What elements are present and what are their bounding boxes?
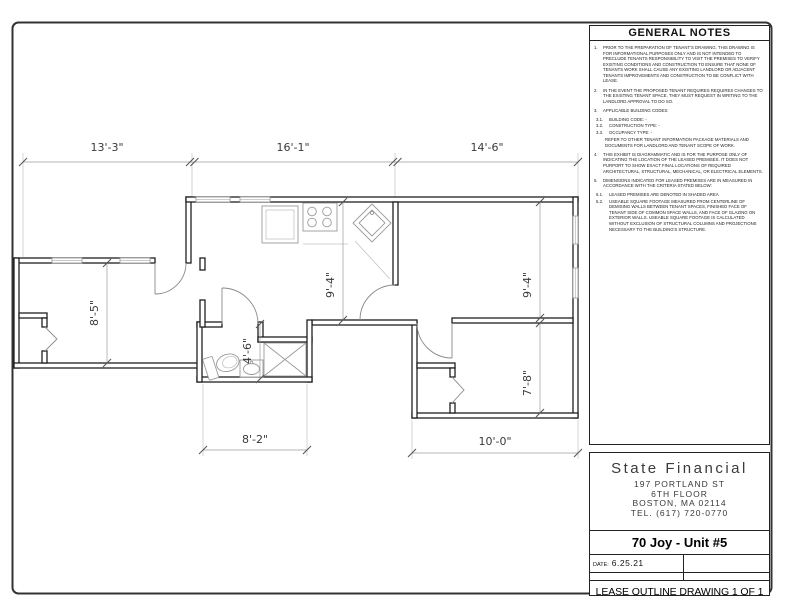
- date-row-subdivider: [590, 572, 769, 573]
- note-item-3: 3. APPLICABLE BUILDING CODES:: [594, 107, 669, 113]
- general-notes-body: [590, 41, 769, 232]
- note-item-3-3: 3.3. OCCUPANCY TYPE: -: [596, 129, 653, 135]
- dim-top-right: 14'-6": [470, 141, 504, 154]
- dim-bedroom-width: 10'-0": [478, 435, 512, 448]
- dim-bathroom-height: 4'-6": [241, 337, 254, 365]
- dim-left-room-height: 8'-5": [88, 299, 101, 327]
- note-item-3-2: 3.2. CONSTRUCTION TYPE: -: [596, 123, 660, 129]
- shower-icon: [264, 343, 306, 376]
- dim-right-room-height: 9'-4": [521, 271, 534, 299]
- note-item-5-1: 5.1. LEASED PREMISES ARE DENOTED IN SHADED AREA: [596, 192, 719, 198]
- left-room-door: [155, 263, 186, 294]
- kitchen-to-right-room-door: [360, 285, 395, 320]
- sheet-title: LEASE OUTLINE DRAWING 1 OF 1: [595, 585, 764, 598]
- bedroom-closet-bifold-door: [452, 377, 464, 403]
- address-line-2: 6TH FLOOR: [651, 488, 708, 499]
- kitchen-counter-edge: [303, 241, 390, 279]
- refrigerator-icon: [262, 206, 298, 243]
- company-name: State Financial: [611, 460, 748, 477]
- general-notes-panel: [589, 25, 770, 445]
- date-cell: [593, 558, 644, 568]
- dim-bathroom-width: 8'-2": [241, 433, 269, 446]
- address-line-3: BOSTON, MA 02114: [632, 498, 727, 508]
- company-block: [590, 460, 769, 531]
- dimension-labels: [88, 141, 534, 448]
- address-line-1: 197 PORTLAND ST: [634, 479, 725, 489]
- dim-bedroom-height: 7'-8": [521, 369, 534, 397]
- bathroom-door: [222, 288, 258, 324]
- note-item-1: 1. PRIOR TO THE PREPARATION OF TENANT'S DRAWING. THIS DRAWING IS FOR INFORMATIONAL PURPOSES ONLY AND IS NOT INTENDED TO PRECLUDE TENANTS RESPONSIBILITY TO VISIT THE PREMISES TO VERIFY EXISTING CONDITIONS AND CONSTRUCTION TO ENSURE THAT NONE OF TENANTS WORK SHALL CAUSE ANY EXISTING LANDLORD OR ADJACENT TENANTS IMPROVEMENTS AND CONSTRUCTION TO BE CONFLICT WITH LEASE.: [594, 45, 760, 84]
- dim-top-left: 13'-3": [90, 141, 124, 154]
- general-notes-title: GENERAL NOTES: [590, 26, 769, 41]
- bottom-right-room-door: [417, 323, 452, 358]
- note-item-3-1: 3.1. BUILDING CODE: -: [596, 116, 647, 122]
- note-item-refer: REFER TO OTHER TENANT INFORMATION PACKAGE MATERIALS AND DOCUMENTS FOR LANDLORD AND TENANT SCOPE OF WORK.: [605, 137, 749, 148]
- date-label: DATE:: [593, 561, 609, 568]
- note-item-5: 5. DIMENSIONS INDICATED FOR LEASED PREMISES ARE IN MEASURED IN ACCORDANCE WITH THE CRITERIA STATED BELOW:: [594, 177, 753, 189]
- dimension-lines: [19, 158, 582, 457]
- project-title: 70 Joy - Unit #5: [590, 531, 769, 555]
- date-row: [590, 555, 769, 581]
- left-closet-bifold-door: [45, 327, 57, 351]
- date-row-divider: [683, 555, 684, 580]
- range-icon: [303, 203, 337, 231]
- note-item-4: 4. THIS EXHIBIT IS DIAGRAMMATIC AND IS FOR THE PURPOSE ONLY OF INDICATING THE LOCATION OF THE LEASED PREMISES. IT DOES NOT PURPORT TO SHOW EXACT FINAL LOCATIONS OF REQUIRED ARCHITECTURAL, STRUCTURAL, MECHANICAL, OR ELECTRICAL ELEMENTS.: [594, 151, 763, 174]
- toilet-icon: [203, 349, 243, 381]
- note-item-5-2: 5.2. USEABLE SQUARE FOOTAGE MEASURED FROM CENTERLINE OF DEMISING WALLS BETWEEN TENANT SPACES, FINISHED FACE OF TENANT SIDE OF COMMON SPACE WALLS, AND FACE OF GLAZING ON EXTERIOR WALLS. USEABLE SQUARE FOOTAGE IS CALCULATED WITHOUT EXCLUSION OF STRUCTURAL COLUMNS AND PROJECTIONS NECESSARY TO THE BUILDING'S STRUCTURE.: [596, 198, 757, 232]
- title-block: [589, 452, 770, 596]
- note-item-2: 2. IN THE EVENT THE PROPOSED TENANT REQUIRES REQUIRES CHANGES TO THE EXISTING TENANT SPACE, THEY MUST REQUEST IN WRITING TO THE LANDLORD APPROVAL TO DO SO.: [594, 87, 763, 104]
- address-line-4: TEL. (617) 720-0770: [630, 507, 729, 518]
- dim-top-mid: 16'-1": [276, 141, 310, 154]
- kitchen-sink-icon: [353, 204, 391, 242]
- date-value: 6.25.21: [611, 557, 644, 568]
- dim-kitchen-height: 9'-4": [324, 271, 337, 299]
- company-address: [590, 480, 769, 518]
